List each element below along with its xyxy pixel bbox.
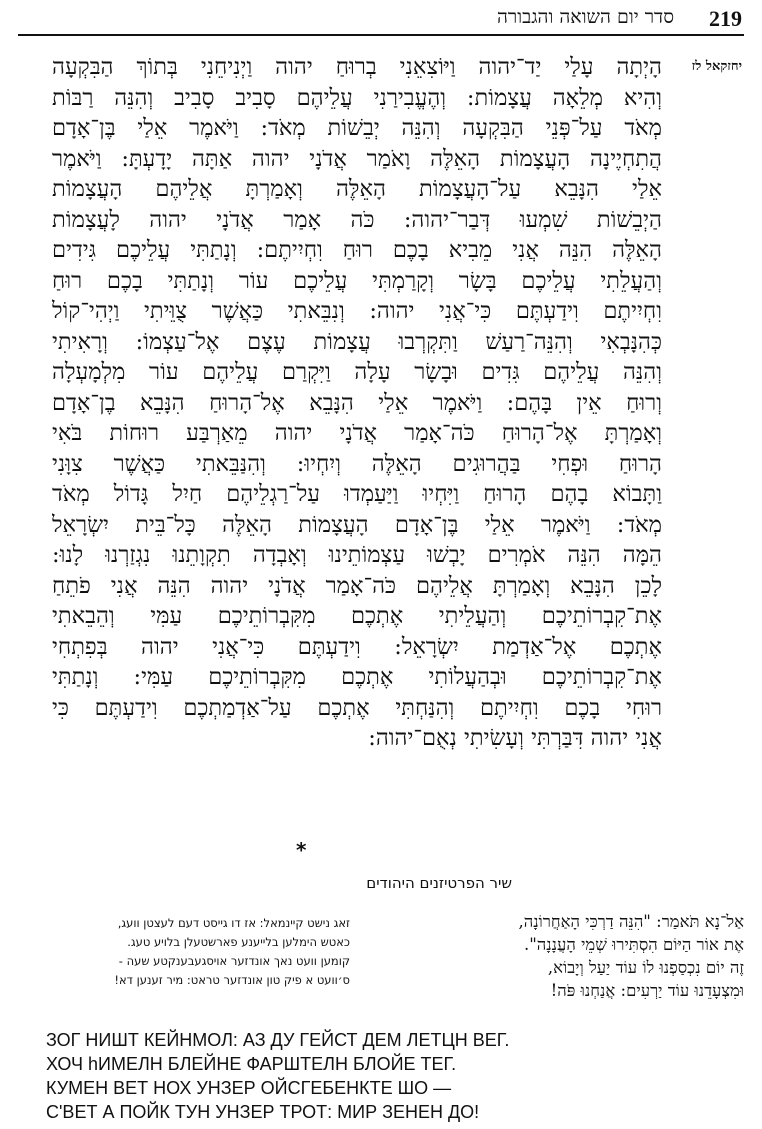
- passage-line: לָכֵן הִנָּבֵא וְאָמַרְתָּ אֲלֵיהֶם כֹּה־אָמַר אֲדֹנָי יהוה הִנֵּה אֲנִי פֹתֵחַ: [52, 572, 662, 599]
- passage-line: אֲנִי יהוה דִּבַּרְתִּי וְעָשִׂיתִי נְאֻם־יהוה:: [368, 725, 662, 751]
- transliterated-poem-line: ХОЧ hИМЕЛН БЛЕЙНЕ ФАРШТЕЛН БЛОЙЕ ТЕГ.: [46, 1054, 457, 1074]
- passage-line: וְאָמַרְתָּ אֶל־הָרוּחַ כֹּה־אָמַר אֲדֹנָי יהוה מֵאַרְבַּע רוּחוֹת בֹּאִי: [52, 420, 662, 446]
- passage-line: וְהִיא מְלֵאָה עֲצָמוֹת: וְהֶעֱבִירַנִי עֲלֵיהֶם סָבִיב סָבִיב וְהִנֵּה רַבּוֹת: [52, 84, 662, 111]
- hebrew-poem-line: זֶה יוֹם נִכְסַפְנוּ לוֹ עוֹד יַעַל וְיָבוֹא,: [547, 958, 744, 977]
- passage-line: מְאֹד עַל־פְּנֵי הַבִּקְעָה וְהִנֵּה יְבֵשׁוֹת מְאֹד: וַיֹּאמֶר אֵלַי בֶּן־אָדָם: [52, 115, 662, 141]
- passage-line: אֶתְכֶם אֶל־אַדְמַת יִשְׂרָאֵל: וִידַעְתֶּם כִּי־אֲנִי יהוה בְּפִתְחִי: [52, 633, 662, 660]
- transliterated-poem-line: С'ВЕТ А ПОЙК ТУН УНЗЕР ТРОТ: МИР ЗЕНЕН ДО!: [46, 1102, 480, 1122]
- passage-line: וִחְיִיתֶם וִידַעְתֶּם כִּי־אֲנִי יהוה: וְנִבֵּאתִי כַּאֲשֶׁר צֻוֵּיתִי וַיְהִי־קוֹל: [52, 298, 662, 324]
- hebrew-poem-line: אַל־נָא תֹּאמַר: "הִנֵּה דַרְכִּי הָאַחֲרוֹנָה,: [518, 912, 744, 931]
- passage-line: אֵלַי הִנָּבֵא עַל־הָעֲצָמוֹת הָאֵלֶּה וְאָמַרְתָּ אֲלֵיהֶם הָעֲצָמוֹת: [52, 176, 662, 202]
- running-title: סדר יום השואה והגבורה: [496, 6, 674, 28]
- yiddish-poem-line: ס׳וועט א פיק טון אונדזער טראט: מיר זענען דא!: [114, 973, 350, 987]
- hebrew-poem: [359, 910, 744, 1002]
- yiddish-poem-line: קומען וועט נאך אונדזער אויסגעבענקטע שעה -: [118, 954, 350, 968]
- passage-line: אֶת־קִבְרוֹתֵיכֶם וּבְהַעֲלוֹתִי אֶתְכֶם מִקִּבְרוֹתֵיכֶם עַמִּי: וְנָתַתִּי: [52, 664, 662, 690]
- transliterated-poem-line: КУМЕН ВЕТ НОХ УНЗЕР ОЙСГЕБЕНКТЕ ШО —: [46, 1078, 452, 1098]
- yiddish-poem: [15, 914, 350, 990]
- passage-line: וְרוּחַ אֵין בָּהֶם: וַיֹּאמֶר אֵלַי הִנָּבֵא אֶל־הָרוּחַ הִנָּבֵא בֶן־אָדָם: [52, 389, 662, 416]
- hebrew-poem-line: וּמִצְעָדֵנוּ עוֹד יַרְעִים: אֲנַחְנוּ פֹּה!: [550, 981, 744, 1000]
- page-number: 219: [709, 6, 742, 31]
- margin-source-reference: יחזקאל לז: [691, 59, 742, 74]
- transliterated-poem-line: ЗОГ НИШТ КЕЙНМОЛ: АЗ ДУ ГЕЙСТ ДЕМ ЛЕТЦН ВЕГ.: [46, 1030, 510, 1050]
- yiddish-poem-line: זאג נישט קיינמאל: אז דו גייסט דעם לעצטן וועג,: [117, 916, 350, 930]
- poem-title: שיר הפרטיזנים היהודים: [366, 874, 512, 892]
- yiddish-poem-line: כאטש הימלען בלייענע פארשטעלן בלויע טעג.: [127, 935, 350, 949]
- passage-line: מְאֹד: וַיֹּאמֶר אֵלַי בֶּן־אָדָם הָעֲצָמוֹת הָאֵלֶּה כָּל־בֵּית יִשְׂרָאֵל: [52, 511, 662, 538]
- passage-line: הֵמָּה הִנֵּה אֹמְרִים יָבְשׁוּ עַצְמוֹתֵינוּ וְאָבְדָה תִקְוָתֵנוּ נִגְזַרְנוּ לָנוּ:: [52, 542, 662, 568]
- transliterated-poem: [46, 1028, 566, 1124]
- ezekiel-passage: [52, 52, 662, 754]
- passage-line: הָיְתָה עָלַי יַד־יהוה וַיּוֹצִאֵנִי בְרוּחַ יהוה וַיְנִיחֵנִי בְּתוֹךְ הַבִּקְעָה: [52, 54, 662, 80]
- hebrew-poem-line: אֶת אוֹר הַיּוֹם הִסְתִּירוּ שְׁמֵי הָעֲנָנָה".: [523, 935, 744, 954]
- passage-line: הֲתִחְיֶינָה הָעֲצָמוֹת הָאֵלֶּה וָאֹמַר אֲדֹנָי יהוה אַתָּה יָדָעְתָּ: וַיֹּאמֶר: [52, 145, 662, 172]
- passage-line: הָרוּחַ וּפְחִי בַּהֲרוּגִים הָאֵלֶּה וְיִחְיוּ: וְהִנַּבֵּאתִי כַּאֲשֶׁר צִוָּנִי: [52, 450, 662, 477]
- passage-line: הַיְבֵשׁוֹת שִׁמְעוּ דְּבַר־יהוה: כֹּה אָמַר אֲדֹנָי יהוה לָעֲצָמוֹת: [52, 206, 662, 233]
- passage-line: וְהִנֵּה עֲלֵיהֶם גִּדִים וּבָשָׂר עָלָה וַיִּקְרַם עֲלֵיהֶם עוֹר מִלְמָעְלָה: [52, 359, 662, 385]
- passage-line: אֶת־קִבְרוֹתֵיכֶם וְהַעֲלֵיתִי אֶתְכֶם מִקִּבְרוֹתֵיכֶם עַמִּי וְהֵבֵאתִי: [52, 603, 662, 629]
- passage-line: רוּחִי בָכֶם וִחְיִיתֶם וְהִנַּחְתִּי אֶתְכֶם עַל־אַדְמַתְכֶם וִידַעְתֶּם כִּי: [52, 694, 662, 721]
- page-header: [18, 4, 744, 36]
- section-separator: *: [296, 838, 307, 862]
- passage-line: הָאֵלֶּה הִנֵּה אֲנִי מֵבִיא בָכֶם רוּחַ וִחְיִיתֶם: וְנָתַתִּי עֲלֵיכֶם גִּידִים: [52, 237, 662, 263]
- passage-line: וַתָּבוֹא בָהֶם הָרוּחַ וַיִּחְיוּ וַיַּעַמְדוּ עַל־רַגְלֵיהֶם חַיִל גָּדוֹל מְאֹד: [52, 481, 662, 507]
- passage-line: כְּהִנָּבְאִי וְהִנֵּה־רַעַשׁ וַתִּקְרְבוּ עֲצָמוֹת עֶצֶם אֶל־עַצְמוֹ: וְרָאִיתִי: [52, 328, 662, 355]
- passage-line: וְהַעֲלֵתִי עֲלֵיכֶם בָּשָׂר וְקָרַמְתִּי עֲלֵיכֶם עוֹר וְנָתַתִּי בָכֶם רוּחַ: [52, 267, 662, 294]
